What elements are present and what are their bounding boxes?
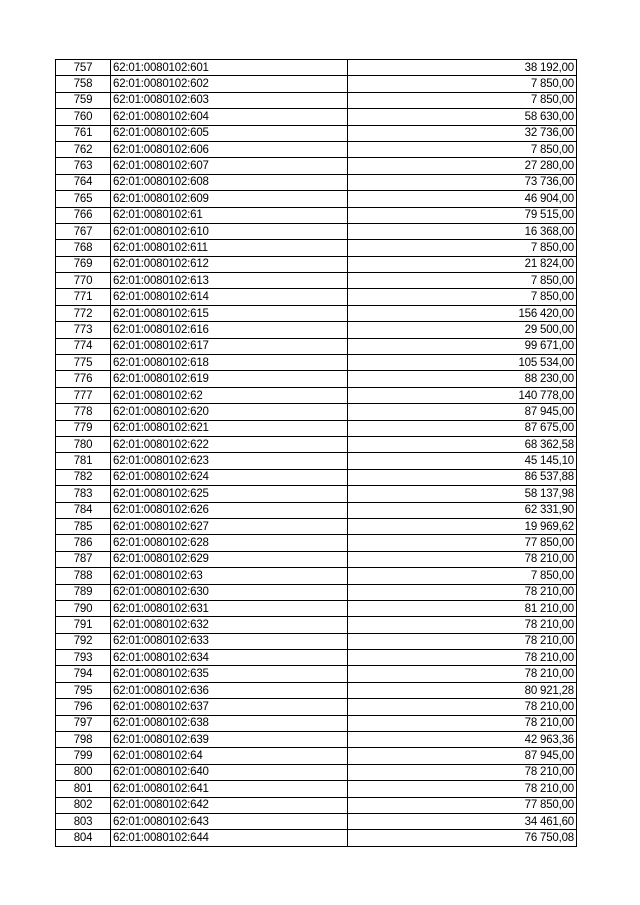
value-cell: 99 671,00 <box>348 338 577 354</box>
value-cell: 79 515,00 <box>348 207 577 223</box>
value-cell: 140 778,00 <box>348 387 577 403</box>
cadastral-number-cell: 62:01:0080102:633 <box>111 633 348 649</box>
table-row <box>56 682 577 698</box>
table-row <box>56 289 577 305</box>
value-cell: 42 963,36 <box>348 732 577 748</box>
value-cell: 7 850,00 <box>348 240 577 256</box>
table-row <box>56 453 577 469</box>
row-number-cell: 800 <box>56 764 111 780</box>
value-cell: 87 945,00 <box>348 748 577 764</box>
row-number-cell: 784 <box>56 502 111 518</box>
table-row <box>56 568 577 584</box>
value-cell: 21 824,00 <box>348 256 577 272</box>
value-cell: 81 210,00 <box>348 600 577 616</box>
cadastral-number-cell: 62:01:0080102:626 <box>111 502 348 518</box>
cadastral-number-cell: 62:01:0080102:632 <box>111 617 348 633</box>
cadastral-number-cell: 62:01:0080102:630 <box>111 584 348 600</box>
row-number-cell: 762 <box>56 141 111 157</box>
table-row <box>56 174 577 190</box>
value-cell: 77 850,00 <box>348 797 577 813</box>
value-cell: 38 192,00 <box>348 60 577 76</box>
value-cell: 78 210,00 <box>348 715 577 731</box>
row-number-cell: 761 <box>56 125 111 141</box>
cadastral-number-cell: 62:01:0080102:621 <box>111 420 348 436</box>
table-row <box>56 715 577 731</box>
registry-table-body <box>56 60 577 847</box>
cadastral-number-cell: 62:01:0080102:623 <box>111 453 348 469</box>
cadastral-number-cell: 62:01:0080102:601 <box>111 60 348 76</box>
row-number-cell: 783 <box>56 486 111 502</box>
row-number-cell: 794 <box>56 666 111 682</box>
value-cell: 16 368,00 <box>348 223 577 239</box>
table-row <box>56 502 577 518</box>
table-row <box>56 158 577 174</box>
row-number-cell: 804 <box>56 830 111 846</box>
table-row <box>56 666 577 682</box>
cadastral-number-cell: 62:01:0080102:619 <box>111 371 348 387</box>
table-row <box>56 764 577 780</box>
value-cell: 32 736,00 <box>348 125 577 141</box>
row-number-cell: 801 <box>56 781 111 797</box>
table-row <box>56 469 577 485</box>
row-number-cell: 765 <box>56 191 111 207</box>
value-cell: 34 461,60 <box>348 813 577 829</box>
row-number-cell: 787 <box>56 551 111 567</box>
table-row <box>56 584 577 600</box>
cadastral-number-cell: 62:01:0080102:605 <box>111 125 348 141</box>
table-row <box>56 141 577 157</box>
table-row <box>56 387 577 403</box>
cadastral-number-cell: 62:01:0080102:607 <box>111 158 348 174</box>
value-cell: 88 230,00 <box>348 371 577 387</box>
cadastral-number-cell: 62:01:0080102:611 <box>111 240 348 256</box>
row-number-cell: 782 <box>56 469 111 485</box>
row-number-cell: 792 <box>56 633 111 649</box>
cadastral-number-cell: 62:01:0080102:629 <box>111 551 348 567</box>
cadastral-number-cell: 62:01:0080102:624 <box>111 469 348 485</box>
value-cell: 27 280,00 <box>348 158 577 174</box>
row-number-cell: 802 <box>56 797 111 813</box>
cadastral-number-cell: 62:01:0080102:634 <box>111 650 348 666</box>
value-cell: 7 850,00 <box>348 289 577 305</box>
table-row <box>56 732 577 748</box>
value-cell: 7 850,00 <box>348 92 577 108</box>
row-number-cell: 791 <box>56 617 111 633</box>
value-cell: 78 210,00 <box>348 764 577 780</box>
value-cell: 87 675,00 <box>348 420 577 436</box>
value-cell: 7 850,00 <box>348 76 577 92</box>
cadastral-number-cell: 62:01:0080102:636 <box>111 682 348 698</box>
value-cell: 78 210,00 <box>348 617 577 633</box>
value-cell: 45 145,10 <box>348 453 577 469</box>
table-row <box>56 404 577 420</box>
cadastral-number-cell: 62:01:0080102:622 <box>111 436 348 452</box>
table-row <box>56 322 577 338</box>
value-cell: 73 736,00 <box>348 174 577 190</box>
value-cell: 78 210,00 <box>348 551 577 567</box>
value-cell: 68 362,58 <box>348 436 577 452</box>
row-number-cell: 767 <box>56 223 111 239</box>
value-cell: 78 210,00 <box>348 584 577 600</box>
table-row <box>56 273 577 289</box>
cadastral-number-cell: 62:01:0080102:625 <box>111 486 348 502</box>
row-number-cell: 777 <box>56 387 111 403</box>
row-number-cell: 768 <box>56 240 111 256</box>
cadastral-number-cell: 62:01:0080102:62 <box>111 387 348 403</box>
row-number-cell: 771 <box>56 289 111 305</box>
cadastral-number-cell: 62:01:0080102:614 <box>111 289 348 305</box>
table-row <box>56 338 577 354</box>
value-cell: 156 420,00 <box>348 305 577 321</box>
row-number-cell: 758 <box>56 76 111 92</box>
cadastral-number-cell: 62:01:0080102:640 <box>111 764 348 780</box>
table-row <box>56 617 577 633</box>
cadastral-number-cell: 62:01:0080102:642 <box>111 797 348 813</box>
cadastral-number-cell: 62:01:0080102:617 <box>111 338 348 354</box>
row-number-cell: 764 <box>56 174 111 190</box>
cadastral-number-cell: 62:01:0080102:641 <box>111 781 348 797</box>
row-number-cell: 799 <box>56 748 111 764</box>
table-row <box>56 699 577 715</box>
cadastral-number-cell: 62:01:0080102:63 <box>111 568 348 584</box>
table-row <box>56 371 577 387</box>
cadastral-number-cell: 62:01:0080102:608 <box>111 174 348 190</box>
table-row <box>56 830 577 846</box>
cadastral-number-cell: 62:01:0080102:620 <box>111 404 348 420</box>
value-cell: 46 904,00 <box>348 191 577 207</box>
table-row <box>56 223 577 239</box>
row-number-cell: 775 <box>56 355 111 371</box>
cadastral-number-cell: 62:01:0080102:639 <box>111 732 348 748</box>
table-row <box>56 781 577 797</box>
value-cell: 80 921,28 <box>348 682 577 698</box>
value-cell: 19 969,62 <box>348 518 577 534</box>
row-number-cell: 770 <box>56 273 111 289</box>
row-number-cell: 760 <box>56 109 111 125</box>
table-row <box>56 125 577 141</box>
value-cell: 78 210,00 <box>348 699 577 715</box>
value-cell: 86 537,88 <box>348 469 577 485</box>
registry-table <box>55 59 577 847</box>
value-cell: 77 850,00 <box>348 535 577 551</box>
cadastral-number-cell: 62:01:0080102:627 <box>111 518 348 534</box>
value-cell: 29 500,00 <box>348 322 577 338</box>
table-row <box>56 305 577 321</box>
row-number-cell: 773 <box>56 322 111 338</box>
row-number-cell: 769 <box>56 256 111 272</box>
row-number-cell: 779 <box>56 420 111 436</box>
cadastral-number-cell: 62:01:0080102:644 <box>111 830 348 846</box>
cadastral-number-cell: 62:01:0080102:610 <box>111 223 348 239</box>
row-number-cell: 790 <box>56 600 111 616</box>
value-cell: 7 850,00 <box>348 273 577 289</box>
table-row <box>56 600 577 616</box>
value-cell: 87 945,00 <box>348 404 577 420</box>
table-row <box>56 60 577 76</box>
value-cell: 58 630,00 <box>348 109 577 125</box>
value-cell: 7 850,00 <box>348 568 577 584</box>
value-cell: 78 210,00 <box>348 650 577 666</box>
cadastral-number-cell: 62:01:0080102:643 <box>111 813 348 829</box>
row-number-cell: 803 <box>56 813 111 829</box>
cadastral-number-cell: 62:01:0080102:615 <box>111 305 348 321</box>
row-number-cell: 785 <box>56 518 111 534</box>
table-row <box>56 797 577 813</box>
value-cell: 105 534,00 <box>348 355 577 371</box>
table-row <box>56 240 577 256</box>
value-cell: 78 210,00 <box>348 781 577 797</box>
table-row <box>56 518 577 534</box>
row-number-cell: 789 <box>56 584 111 600</box>
table-row <box>56 256 577 272</box>
table-row <box>56 92 577 108</box>
cadastral-number-cell: 62:01:0080102:606 <box>111 141 348 157</box>
cadastral-number-cell: 62:01:0080102:635 <box>111 666 348 682</box>
table-row <box>56 191 577 207</box>
table-row <box>56 436 577 452</box>
table-row <box>56 207 577 223</box>
row-number-cell: 759 <box>56 92 111 108</box>
cadastral-number-cell: 62:01:0080102:609 <box>111 191 348 207</box>
row-number-cell: 766 <box>56 207 111 223</box>
row-number-cell: 772 <box>56 305 111 321</box>
row-number-cell: 798 <box>56 732 111 748</box>
row-number-cell: 795 <box>56 682 111 698</box>
cadastral-number-cell: 62:01:0080102:628 <box>111 535 348 551</box>
value-cell: 62 331,90 <box>348 502 577 518</box>
row-number-cell: 778 <box>56 404 111 420</box>
cadastral-number-cell: 62:01:0080102:631 <box>111 600 348 616</box>
cadastral-number-cell: 62:01:0080102:603 <box>111 92 348 108</box>
cadastral-number-cell: 62:01:0080102:64 <box>111 748 348 764</box>
table-row <box>56 551 577 567</box>
value-cell: 78 210,00 <box>348 633 577 649</box>
cadastral-number-cell: 62:01:0080102:604 <box>111 109 348 125</box>
value-cell: 58 137,98 <box>348 486 577 502</box>
table-row <box>56 650 577 666</box>
cadastral-number-cell: 62:01:0080102:638 <box>111 715 348 731</box>
row-number-cell: 796 <box>56 699 111 715</box>
row-number-cell: 797 <box>56 715 111 731</box>
row-number-cell: 793 <box>56 650 111 666</box>
table-row <box>56 76 577 92</box>
row-number-cell: 781 <box>56 453 111 469</box>
table-row <box>56 486 577 502</box>
row-number-cell: 776 <box>56 371 111 387</box>
cadastral-number-cell: 62:01:0080102:637 <box>111 699 348 715</box>
cadastral-number-cell: 62:01:0080102:602 <box>111 76 348 92</box>
value-cell: 76 750,08 <box>348 830 577 846</box>
table-row <box>56 355 577 371</box>
row-number-cell: 763 <box>56 158 111 174</box>
table-row <box>56 535 577 551</box>
row-number-cell: 757 <box>56 60 111 76</box>
cadastral-number-cell: 62:01:0080102:616 <box>111 322 348 338</box>
table-row <box>56 109 577 125</box>
table-row <box>56 813 577 829</box>
value-cell: 7 850,00 <box>348 141 577 157</box>
row-number-cell: 774 <box>56 338 111 354</box>
row-number-cell: 788 <box>56 568 111 584</box>
row-number-cell: 786 <box>56 535 111 551</box>
table-row <box>56 748 577 764</box>
cadastral-number-cell: 62:01:0080102:612 <box>111 256 348 272</box>
value-cell: 78 210,00 <box>348 666 577 682</box>
table-row <box>56 633 577 649</box>
table-row <box>56 420 577 436</box>
row-number-cell: 780 <box>56 436 111 452</box>
cadastral-number-cell: 62:01:0080102:61 <box>111 207 348 223</box>
cadastral-number-cell: 62:01:0080102:618 <box>111 355 348 371</box>
cadastral-number-cell: 62:01:0080102:613 <box>111 273 348 289</box>
